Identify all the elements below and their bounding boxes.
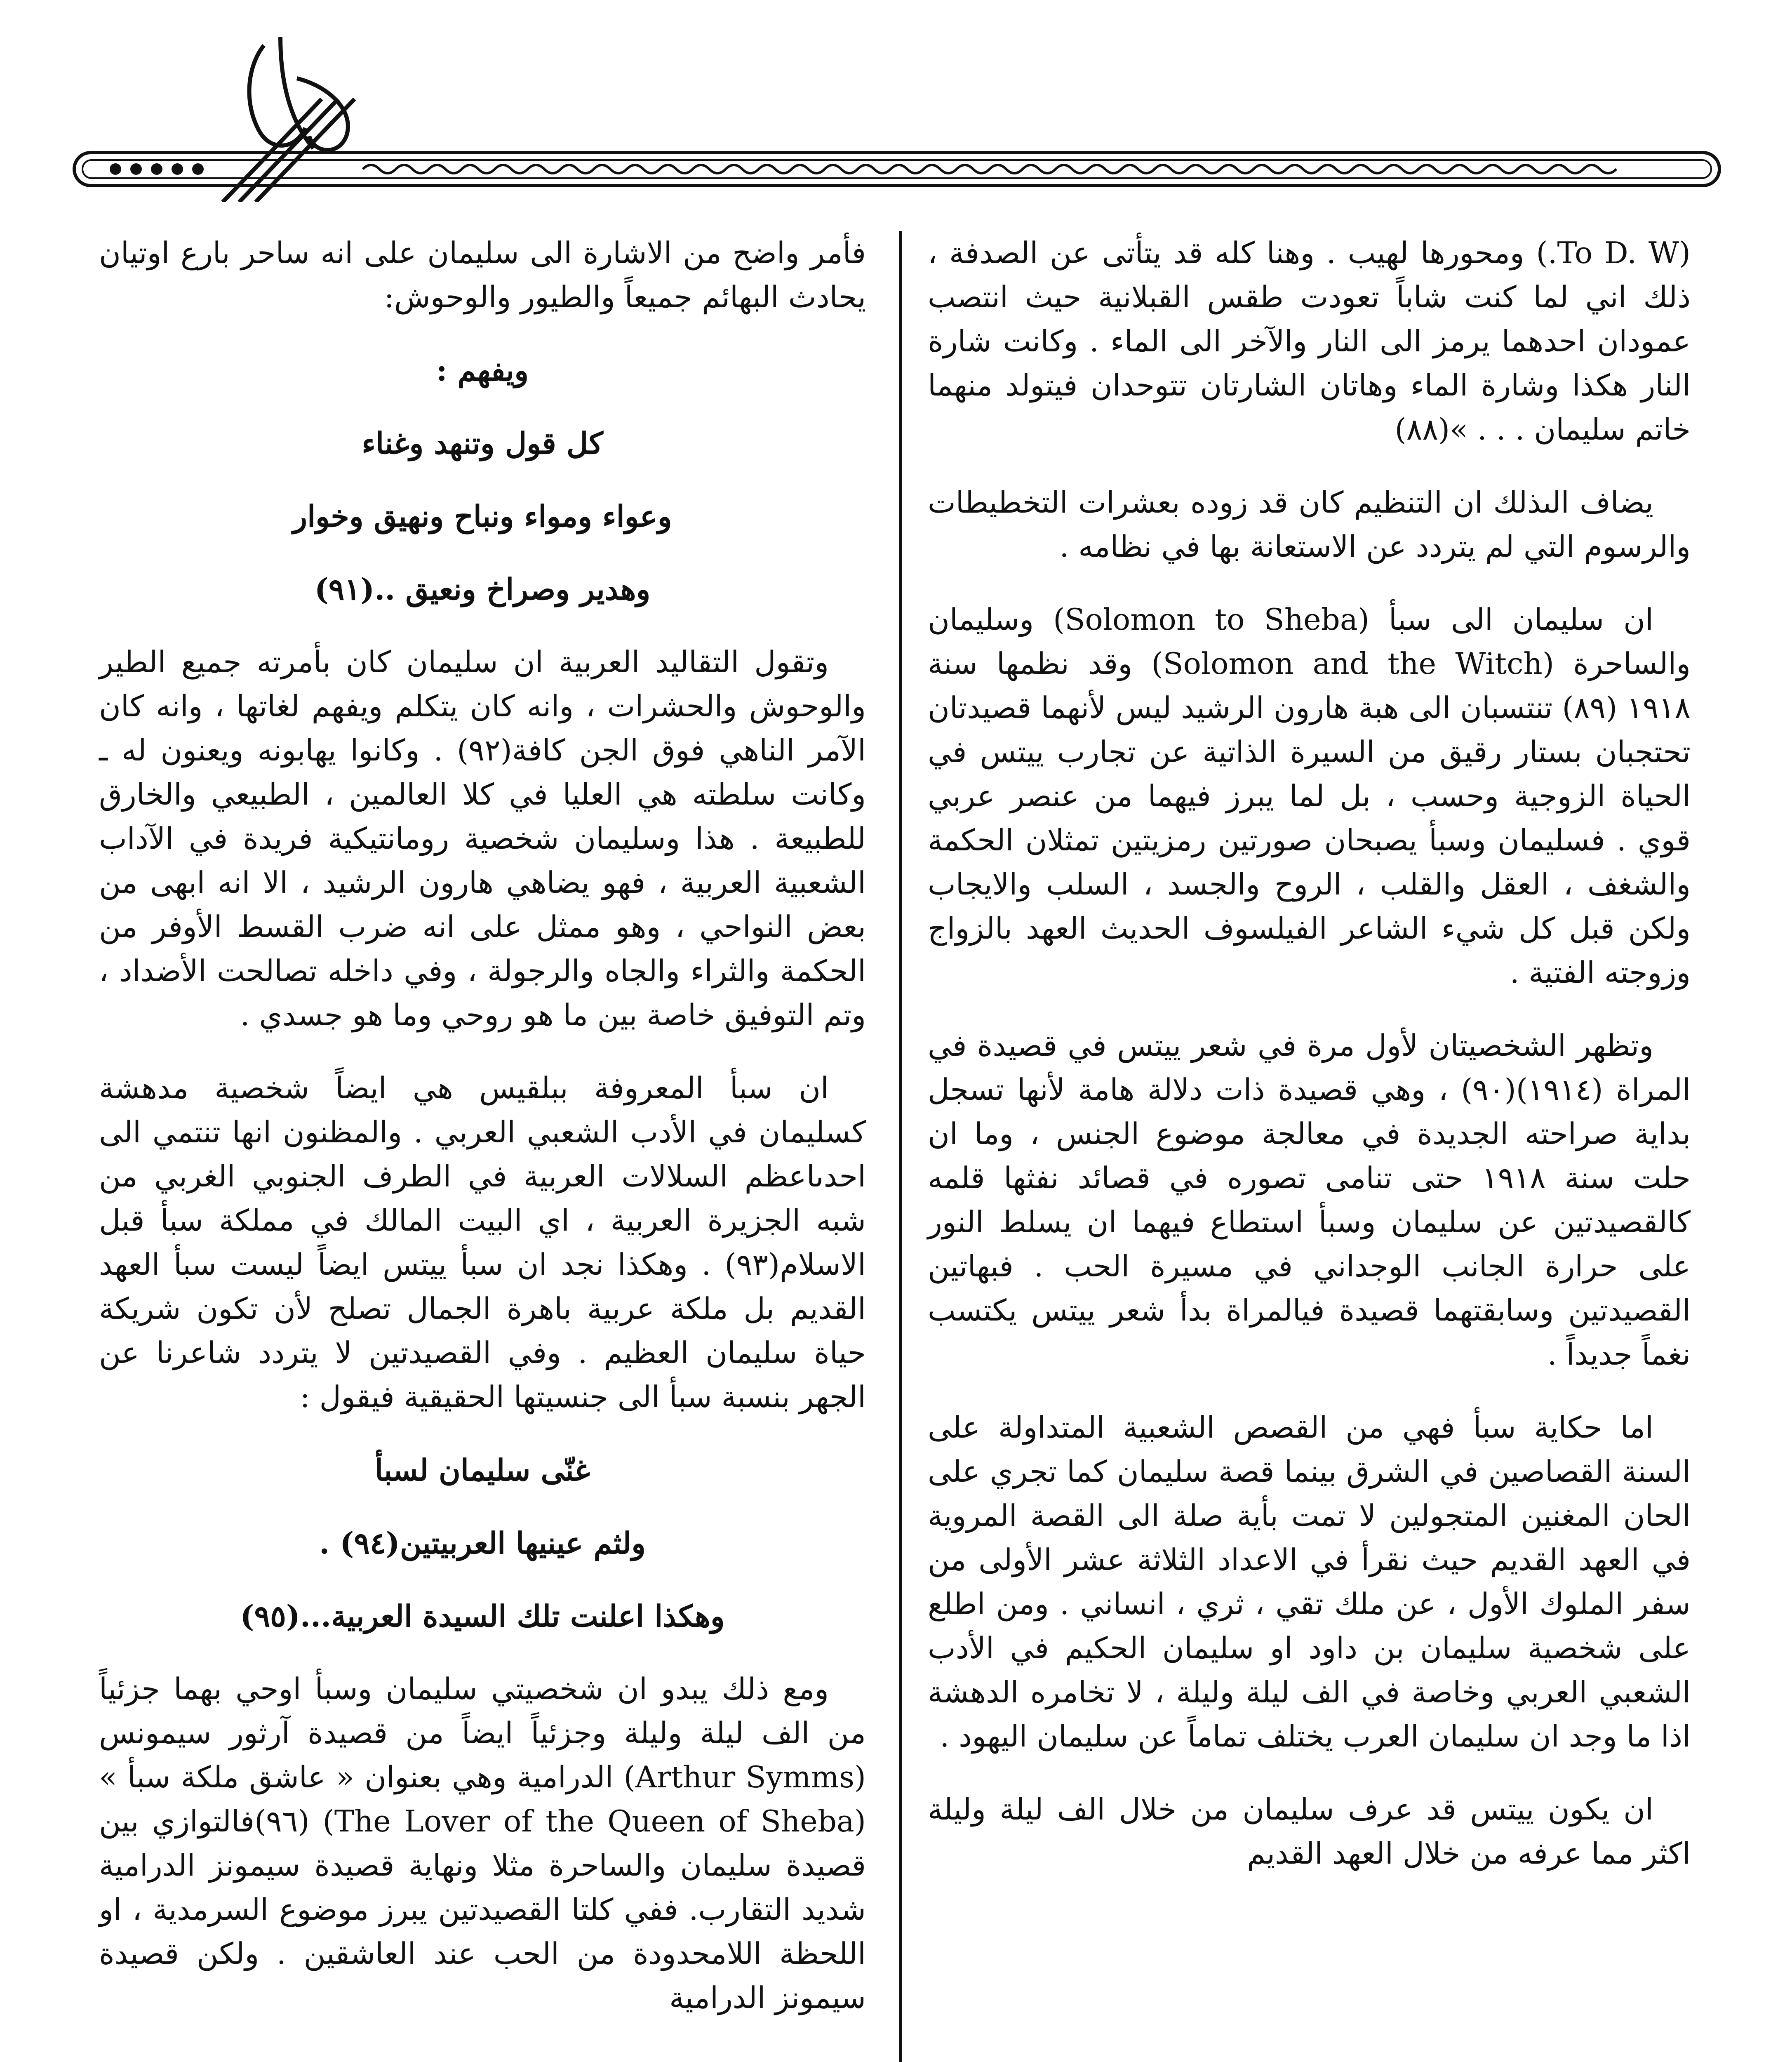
paragraph: وتقول التقاليد العربية ان سليمان كان بأمرته جميع الطير والوحوش والحشرات ، وانه كان يتكلم ويفهم لغاتها ، وانه كان الآمر الناهي فوق الجن كافة(٩٢) . وكانوا يهابونه ويعنون له ـ وكانت سلطته هي العليا في كلا العالمين ، الطبيعي والخارق للطبيعة . هذا وسليمان شخصية رومانتيكية فريدة في الآداب الشعبية العربية ، فهو يضاهي هارون الرشيد ، الا انه ابهى من بعض النواحي ، وهو ممثل على انه ضرب القسط الأوفر من الحكمة والثراء والجاه والرجولة ، وفي داخله تصالحت الأضداد ، وتم التوفيق خاصة بين ما هو روحي وما هو جسدي . bbox=[99, 645, 866, 1032]
left-column bbox=[99, 231, 866, 2049]
verse-line: ولثم عينيها العربيتين(٩٤) . bbox=[319, 1525, 646, 1561]
verse-line: وهدير وصراخ ونعيق ..(٩١) bbox=[314, 572, 651, 607]
verse-line: كل قول وتنهد وغناء bbox=[362, 426, 603, 461]
right-column bbox=[928, 231, 1691, 1904]
paragraph: ان سبأ المعروفة ببلقيس هي ايضاً شخصية مدهشة كسليمان في الأدب الشعبي العربي . والمظنون انها تنتمي الى احدىاعظم السلالات العربية في الطرف الجنوبي الغربي من شبه الجزيرة العربية ، اي البيت المالك في مملكة سبأ قبل الاسلام(٩٣) . وهكذا نجد ان سبأ ييتس ايضاً ليست سبأ العهد القديم بل ملكة عربية باهرة الجمال تصلح لأن تكون شريكة حياة سليمان العظيم . وفي القصيدتين لا يتردد شاعرنا عن الجهر بنسبة سبأ الى جنسيتها الحقيقية فيقول : bbox=[99, 1071, 866, 1414]
verse-line: ويفهم : bbox=[436, 353, 529, 388]
verse-line: غنّى سليمان لسبأ bbox=[375, 1452, 590, 1488]
header-ornament bbox=[66, 29, 1726, 202]
paragraph: ان يكون ييتس قد عرف سليمان من خلال الف ليلة وليلة اكثر مما عرفه من خلال العهد القديم bbox=[928, 1792, 1691, 1871]
verse-line: وهكذا اعلنت تلك السيدة العربية...(٩٥) bbox=[240, 1598, 725, 1634]
paragraph: فأمر واضح من الاشارة الى سليمان على انه ساحر بارع اوتيان يحادث البهائم جميعاً والطيور والوحوش: bbox=[99, 235, 866, 314]
paragraph: ومع ذلك يبدو ان شخصيتي سليمان وسبأ اوحي بهما جزئياً من الف ليلة وليلة وجزئياً ايضاً من قصيدة آرثور سيمونس (Arthur Symms) الدرامية وهي بعنوان « عاشق ملكة سبأ » (The Lover of the Queen of Sheba) (٩٦)فالتوازي بين قصيدة سليمان والساحرة مثلا ونهاية قصيدة سيمونز الدرامية شديد التقارب. ففي كلتا القصيدتين يبرز موضوع السرمدية ، او اللحظة اللامحدودة من الحب عند العاشقين . ولكن قصيدة سيمونز الدرامية bbox=[99, 1671, 866, 2015]
paragraph: اما حكاية سبأ فهي من القصص الشعبية المتداولة على السنة القصاصين في الشرق بينما قصة سليمان كما تجري على الحان المغنين المتجولين لا تمت بأية صلة الى القصة المروية في العهد القديم حيث نقرأ في الاعداد الثلاثة عشر الأولى من سفر الملوك الأول ، عن ملك تقي ، ثري ، انساني . ومن اطلع على شخصية سليمان بن داود او سليمان الحكيم في الأدب الشعبي العربي وخاصة في الف ليلة وليلة ، لا تخامره الدهشة اذا ما وجد ان سليمان العرب يختلف تماماً عن سليمان اليهود . bbox=[928, 1410, 1691, 1754]
paragraph: ان سليمان الى سبأ (Solomon to Sheba) وسليمان والساحرة (Solomon and the Witch) وقد نظمها سنة ١٩١٨ (٨٩) تنتسبان الى هبة هارون الرشيد ليس لأنهما قصيدتان تحتجبان بستار رقيق من السيرة الذاتية عن تجارب ييتس في الحياة الزوجية وحسب ، بل لما يبرز فيهما من عنصر عربي قوي . فسليمان وسبأ يصبحان صورتين رمزيتين تمثلان الحكمة والشغف ، العقل والقلب ، الروح والجسد ، السلب والايجاب ولكن قبل كل شيء الشاعر الفيلسوف الحديث العهد بالزواج وزوجته الفتية . bbox=[928, 602, 1691, 990]
column-divider bbox=[899, 231, 902, 2062]
verse-line: وعواء ومواء ونباح ونهيق وخوار bbox=[293, 499, 672, 534]
paragraph: (To D. W.) ومحورها لهيب . وهنا كله قد يتأتى عن الصدفة ، ذلك اني لما كنت شاباً تعودت طقس القبلانية حيث انتصب عمودان احدهما يرمز الى النار والآخر الى الماء . وكانت شارة النار هكذا وشارة الماء وهاتان الشارتان تتوحدان فيتولد منهما خاتم سليمان . . . »(٨٨) bbox=[928, 235, 1691, 447]
paragraph: وتظهر الشخصيتان لأول مرة في شعر ييتس في قصيدة في المراة (١٩١٤)(٩٠) ، وهي قصيدة ذات دلالة هامة لأنها تسجل بداية صراحته الجديدة في معالجة موضوع الجنس ، وما ان حلت سنة ١٩١٨ حتى تنامى تصوره في قصائد نفثها قلمه كالقصيدتين عن سليمان وسبأ استطاع فيهما ان يسلط النور على حرارة الجانب الوجداني في مسيرة الحب . فبهاتين القصيدتين وسابقتهما قصيدة فيالمراة بدأ شعر ييتس يكتسب نغماً جديداً . bbox=[928, 1028, 1691, 1372]
paragraph: يضاف الىذلك ان التنظيم كان قد زوده بعشرات التخطيطات والرسوم التي لم يتردد عن الاستعانة بها في نظامه . bbox=[928, 485, 1691, 564]
